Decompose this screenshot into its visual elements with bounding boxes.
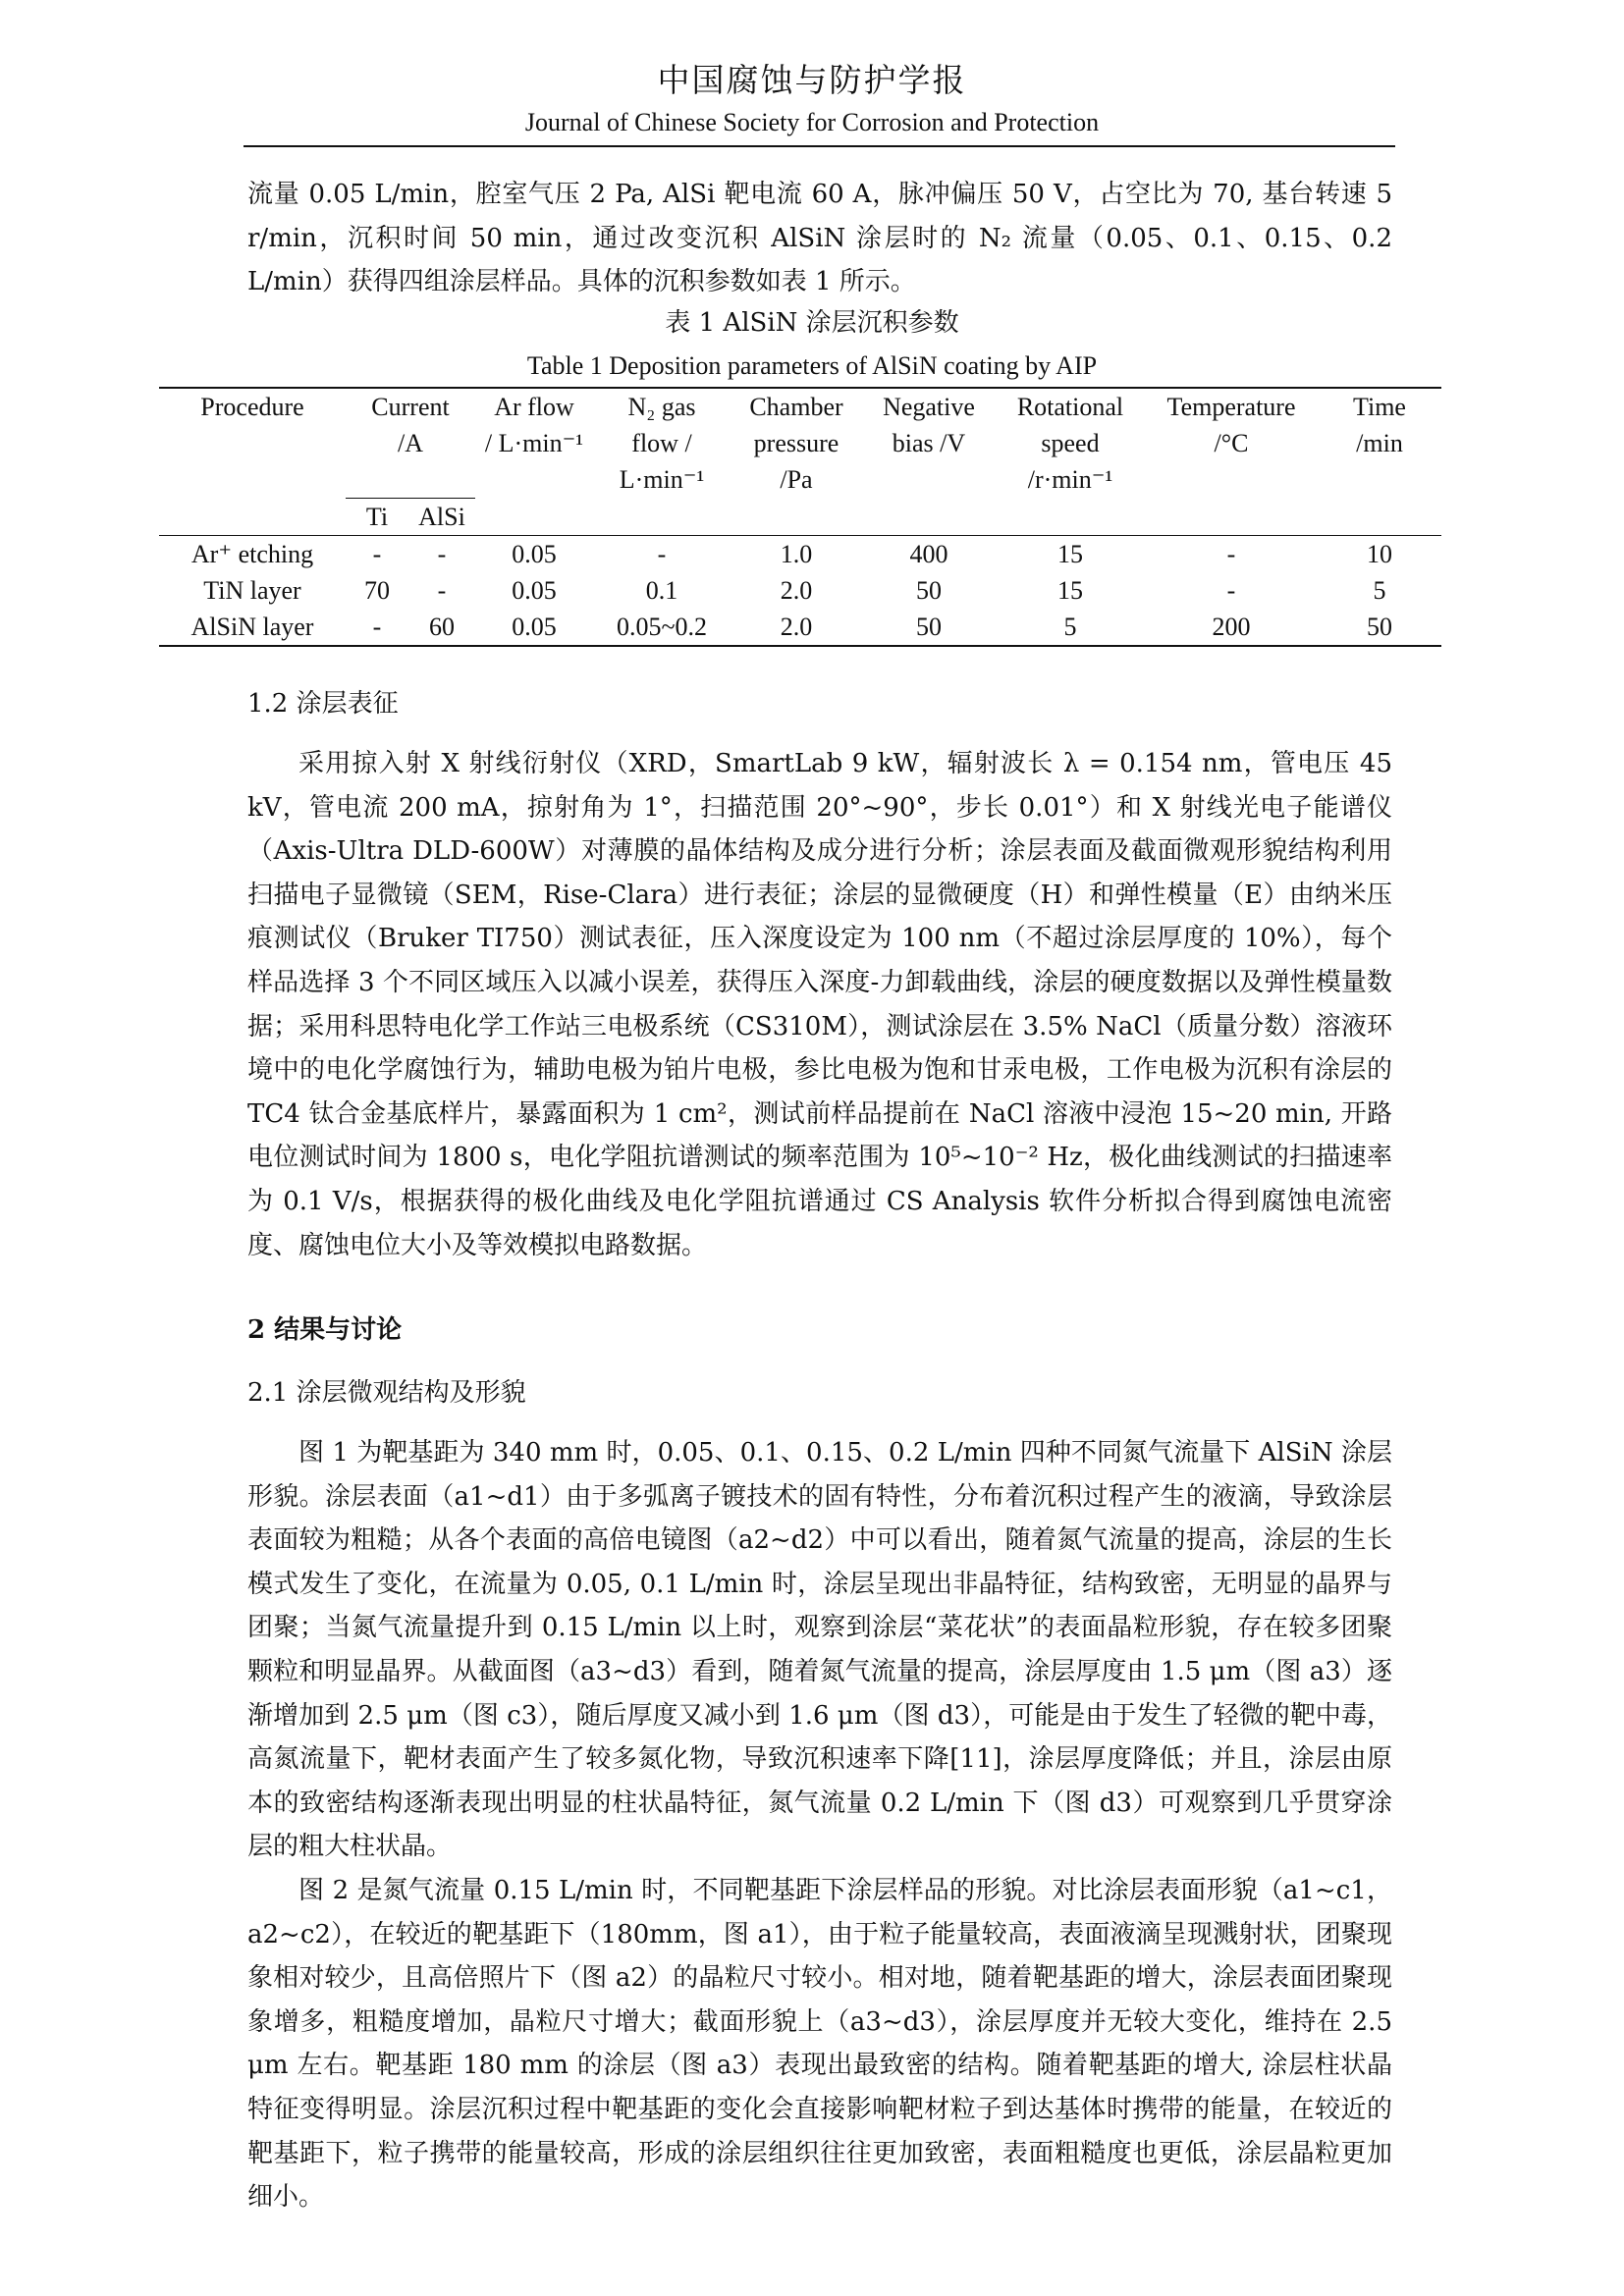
section-heading-1-2: 1.2 涂层表征 [247, 689, 399, 719]
section-2-1-paragraph-2: 图 2 是氮气流量 0.15 L/min 时，不同靶基距下涂层样品的形貌。对比涂层表面形貌（a1~c1，a2~c2），在较近的靶基距下（180mm，图 a1），由于粒子能量较高，表面液滴呈现溅射状，团聚现象相对较少，且高倍照片下（图 a2）的晶粒尺寸较小。相对地，随着靶基距的增大，涂层表面团聚现象增多，粗糙度增加，晶粒尺寸增大；截面形貌上（a3~d3），涂层厚度并无较大变化，维持在 2.5 μm 左右。靶基距 180 mm 的涂层（图 a3）表现出最致密的结构。随着靶基距的增大, 涂层柱状晶特征变得明显。涂层沉积过程中靶基距的变化会直接影响靶材粒子到达基体时携带的能量，在较近的靶基距下，粒子携带的能量较高，形成的涂层组织往往更加致密，表面粗糙度也更低，涂层晶粒更加细小。 [247, 1875, 1392, 2213]
col-time: Time /min [1318, 388, 1441, 498]
section-heading-2-1: 2.1 涂层微观结构及形貌 [247, 1378, 526, 1408]
table1-caption-cn: 表 1 AlSiN 涂层沉积参数 [665, 308, 959, 338]
cell-time: 5 [1373, 575, 1386, 605]
header-rule [244, 145, 1395, 147]
cell-temp: - [1226, 575, 1236, 605]
cell-temp: 200 [1145, 609, 1318, 646]
cell-time: 50 [1318, 609, 1441, 646]
intro-paragraph: 流量 0.05 L/min，腔室气压 2 Pa, AlSi 靶电流 60 A，脉冲偏压 50 V，占空比为 70, 基台转速 5 r/min，沉积时间 50 min，通过改变沉积 AlSiN 涂层时的 N₂ 流量（0.05、0.1、0.15、0.2 L/min）获得四组涂层样品。具体的沉积参数如表 1 所示。 [247, 180, 1392, 297]
col-chamber-pressure: Chamber pressure /Pa [731, 388, 862, 498]
section-2-1-paragraph-1: 图 1 为靶基距为 340 mm 时，0.05、0.1、0.15、0.2 L/min 四种不同氮气流量下 AlSiN 涂层形貌。涂层表面（a1~d1）由于多弧离子镀技术的固有特性，分布着沉积过程产生的液滴，导致涂层表面较为粗糙；从各个表面的高倍电镜图（a2~d2）中可以看出，随着氮气流量的提高，涂层的生长模式发生了变化，在流量为 0.05, 0.1 L/min 时，涂层呈现出非晶特征，结构致密，无明显的晶界与团聚；当氮气流量提升到 0.15 L/min 以上时，观察到涂层“菜花状”的表面晶粒形貌，存在较多团聚颗粒和明显晶界。从截面图（a3~d3）看到，随着氮气流量的提高，涂层厚度由 1.5 μm（图 a3）逐渐增加到 2.5 μm（图 c3），随后厚度又减小到 1.6 μm（图 d3），可能是由于发生了轻微的靶中毒，高氮流量下，靶材表面产生了较多氮化物，导致沉积速率下降[11]，涂层厚度降低；并且，涂层由原本的致密结构逐渐表现出明显的柱状晶特征，氮气流量 0.2 L/min 下（图 d3）可观察到几乎贯穿涂层的粗大柱状晶。 [247, 1438, 1392, 1862]
cell-pressure: 2.0 [780, 575, 813, 605]
cell-temp: - [1226, 539, 1236, 568]
col-current-ti: Ti [346, 498, 408, 535]
cell-procedure: AlSiN layer [159, 609, 346, 646]
cell-time: 10 [1367, 539, 1392, 568]
cell-speed: 15 [1057, 575, 1083, 605]
cell-procedure: Ar⁺ etching [190, 539, 314, 568]
cell-n2: - [657, 539, 667, 568]
journal-title-cn: 中国腐蚀与防护学报 [657, 61, 967, 99]
cell-alsi: - [437, 539, 447, 568]
col-rotational-speed: Rotational speed /r·min⁻¹ [996, 388, 1145, 498]
cell-bias: 50 [916, 575, 942, 605]
col-ar-flow: Ar flow / L·min⁻¹ [475, 388, 593, 498]
table-row [159, 535, 1441, 572]
col-n2-flow: N₂ gas flow / L·min⁻¹ [593, 388, 731, 498]
cell-bias: 50 [862, 609, 996, 646]
section-heading-2: 2 结果与讨论 [247, 1315, 403, 1345]
section-2-1-body [247, 1431, 1392, 2219]
col-current: Current /A [346, 388, 475, 498]
cell-n2: 0.05~0.2 [593, 609, 731, 646]
cell-ar: 0.05 [512, 539, 557, 568]
cell-speed: 15 [1057, 539, 1083, 568]
cell-ti: - [372, 539, 382, 568]
cell-ar: 0.05 [475, 609, 593, 646]
col-temperature: Temperature /°C [1145, 388, 1318, 498]
intro-block [247, 173, 1392, 304]
col-negative-bias: Negative bias /V [862, 388, 996, 498]
cell-n2: 0.1 [645, 575, 678, 605]
section-1-2-paragraph: 采用掠入射 X 射线衍射仪（XRD，SmartLab 9 kW，辐射波长 λ = 0.154 nm，管电压 45 kV，管电流 200 mA，掠射角为 1°，扫描范围 20°~90°，步长 0.01°）和 X 射线光电子能谱仪（Axis-Ultra DLD-600W）对薄膜的晶体结构及成分进行分析；涂层表面及截面微观形貌结构利用扫描电子显微镜（SEM，Rise-Clara）进行表征；涂层的显微硬度（H）和弹性模量（E）由纳米压痕测试仪（Bruker TI750）测试表征，压入深度设定为 100 nm（不超过涂层厚度的 10%），每个样品选择 3 个不同区域压入以减小误差，获得压入深度-力卸载曲线，涂层的硬度数据以及弹性模量数据；采用科思特电化学工作站三电极系统（CS310M），测试涂层在 3.5% NaCl（质量分数）溶液环境中的电化学腐蚀行为，辅助电极为铂片电极，参比电极为饱和甘汞电极，工作电极为沉积有涂层的 TC4 钛合金基底样片，暴露面积为 1 cm²，测试前样品提前在 NaCl 溶液中浸泡 15~20 min, 开路电位测试时间为 1800 s，电化学阻抗谱测试的频率范围为 10⁵~10⁻² Hz，极化曲线测试的扫描速率为 0.1 V/s，根据获得的极化曲线及电化学阻抗谱通过 CS Analysis 软件分析拟合得到腐蚀电流密度、腐蚀电位大小及等效模拟电路数据。 [247, 749, 1392, 1260]
journal-title-en: Journal of Chinese Society for Corrosion and Protection [524, 108, 1100, 136]
col-current-alsi: AlSi [408, 498, 475, 535]
col-procedure: Procedure [159, 388, 346, 498]
cell-ti: - [346, 609, 408, 646]
table-header-row [159, 388, 1441, 498]
table-row [159, 572, 1441, 609]
section-1-2-body [247, 742, 1392, 1267]
cell-pressure: 1.0 [780, 539, 813, 568]
cell-procedure: TiN layer [203, 575, 301, 605]
cell-speed: 5 [996, 609, 1145, 646]
table1-caption-en: Table 1 Deposition parameters of AlSiN coating by AIP [526, 351, 1098, 380]
cell-alsi: 60 [408, 609, 475, 646]
table-row [159, 609, 1441, 646]
cell-ti: 70 [364, 575, 390, 605]
cell-bias: 400 [909, 539, 948, 568]
cell-ar: 0.05 [512, 575, 557, 605]
table-subheader-row [159, 498, 1441, 535]
cell-alsi: - [437, 575, 447, 605]
cell-pressure: 2.0 [731, 609, 862, 646]
deposition-parameters-table [159, 387, 1441, 647]
